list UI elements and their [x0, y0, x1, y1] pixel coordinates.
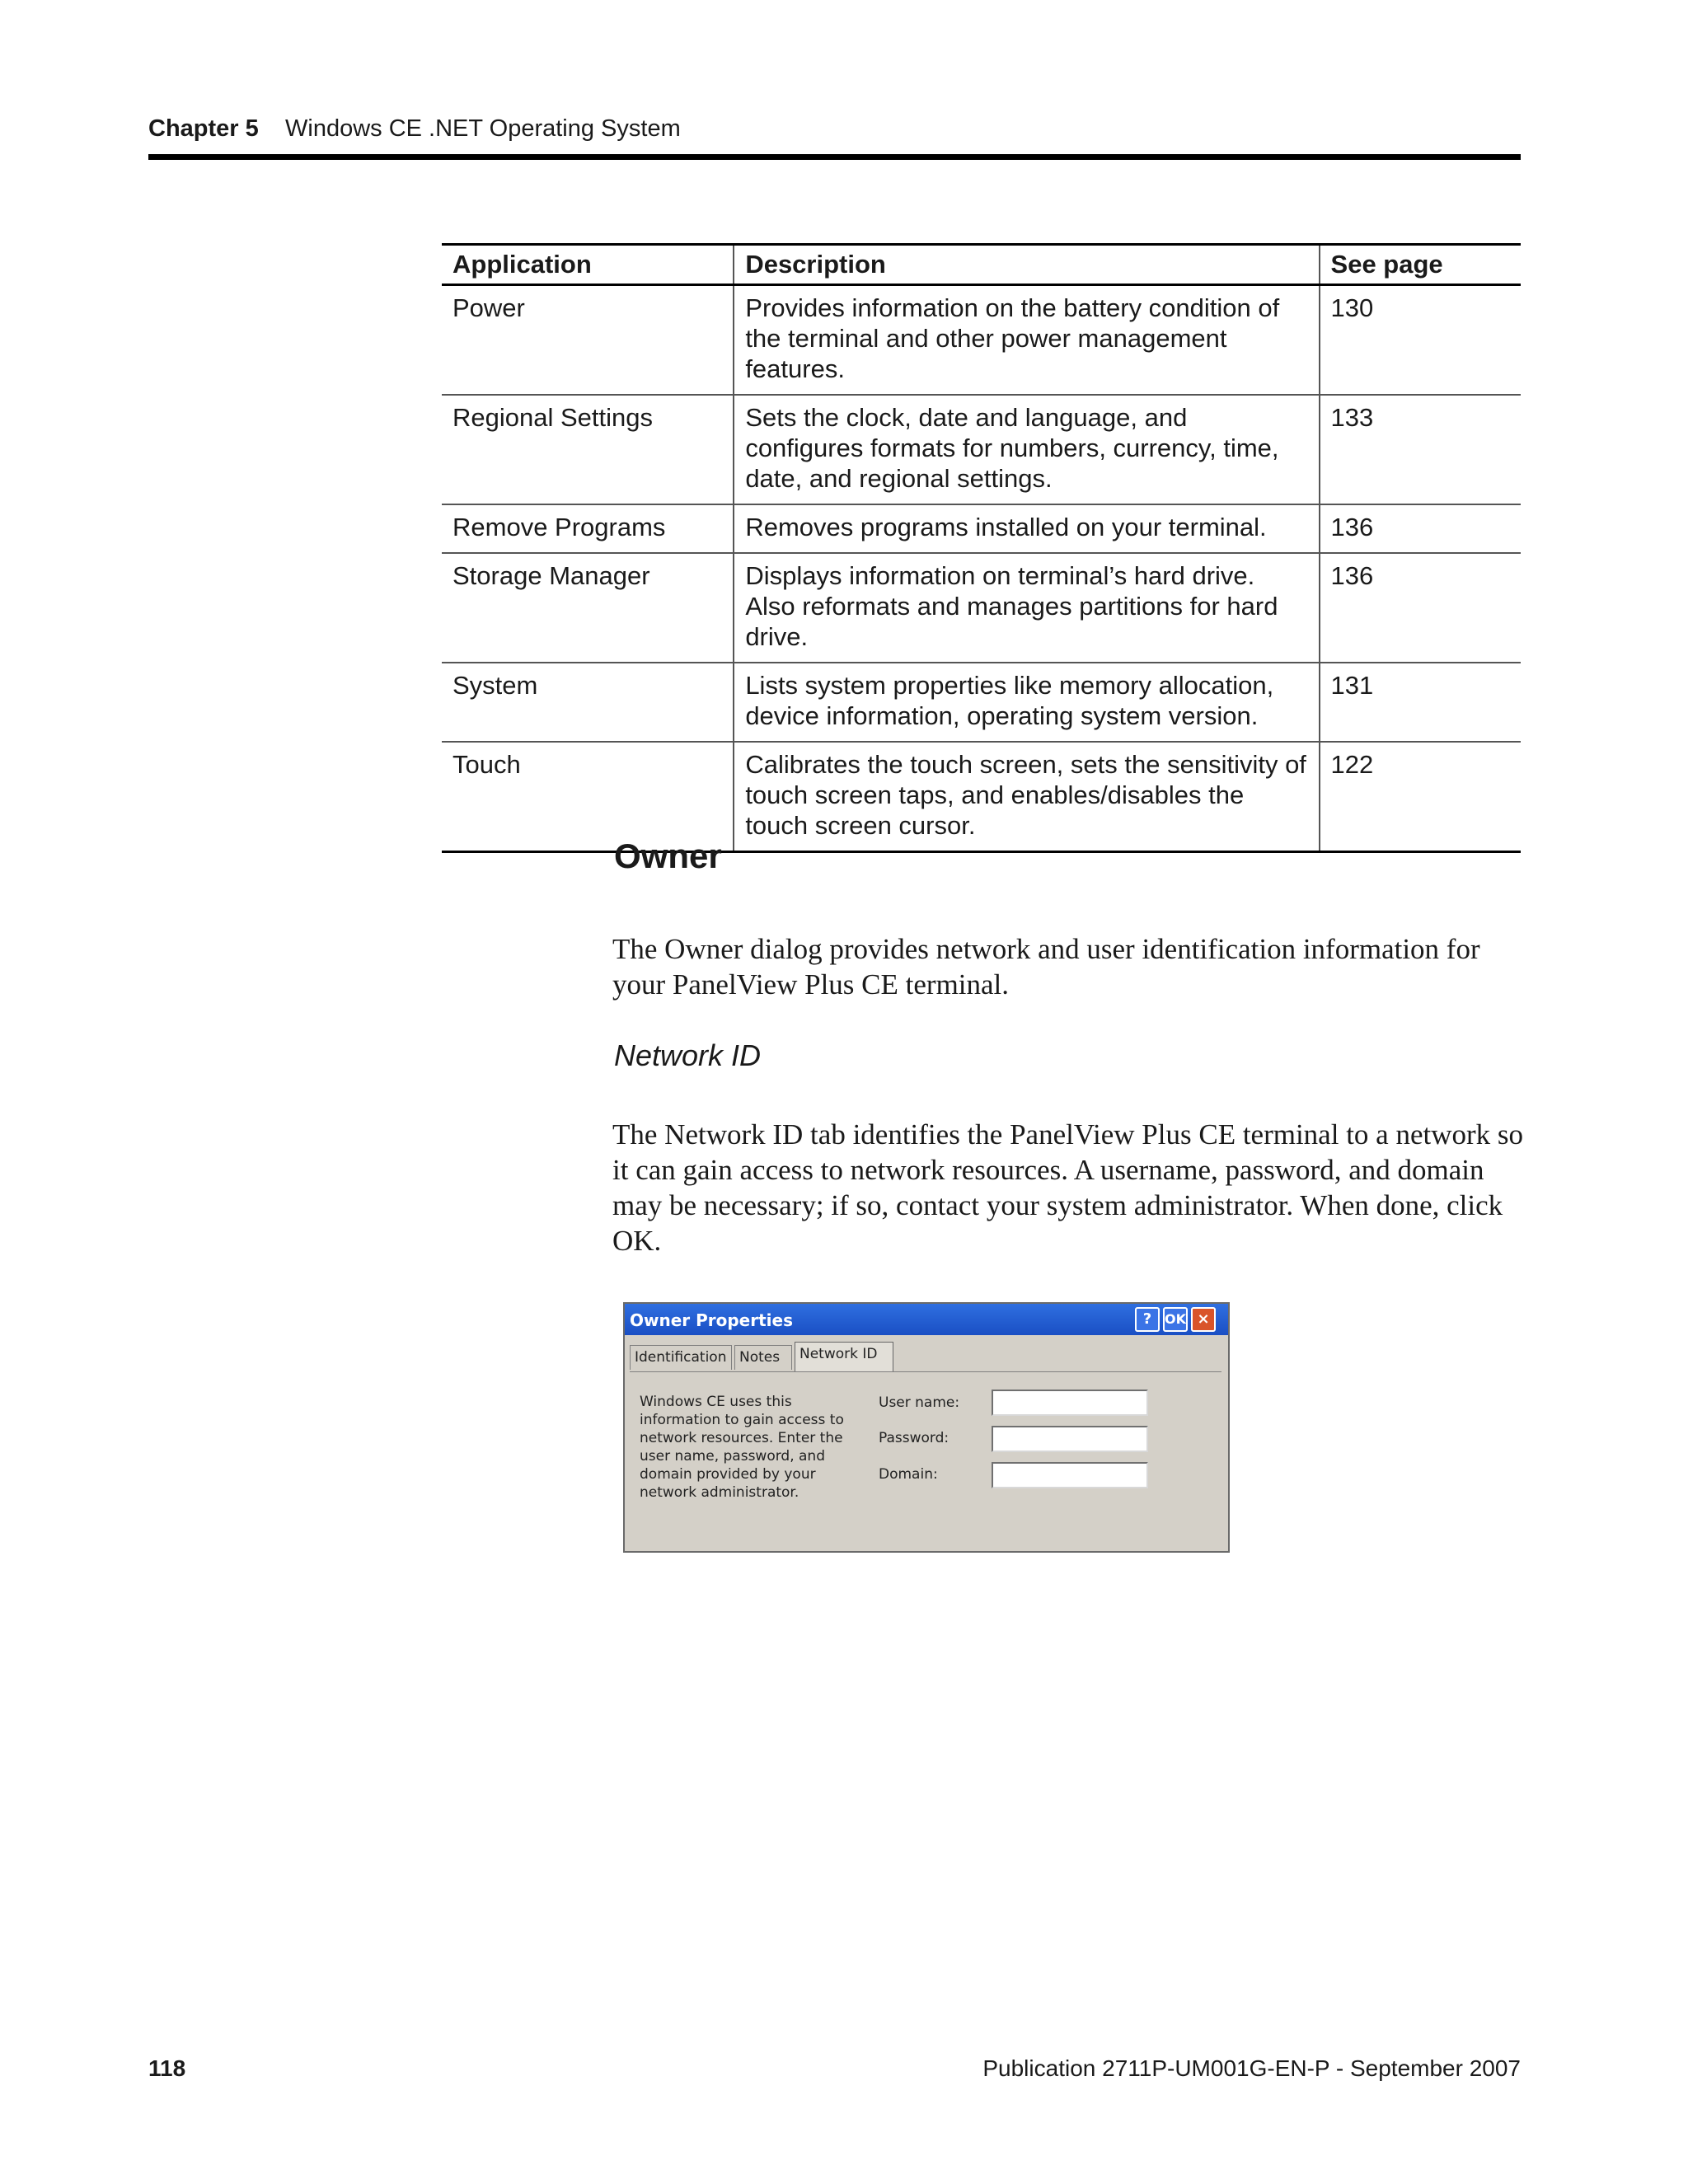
dialog-title: Owner Properties [630, 1310, 793, 1330]
page-cell: 133 [1320, 395, 1521, 504]
table-row [442, 742, 1521, 852]
tab-network-id[interactable]: Network ID [795, 1342, 893, 1371]
body-paragraph: The Network ID tab identifies the PanelView Plus CE terminal to a network so it can gain access to network resources. A username, password, and domain may be necessary; if so, contact your system administrator. When done, click OK. [612, 1118, 1524, 1257]
dialog-titlebar[interactable] [625, 1304, 1228, 1335]
description-cell: Displays information on terminal’s hard drive. Also reformats and manages partitions for hard drive. [734, 553, 1319, 663]
page-cell: 122 [1320, 742, 1521, 852]
page-cell: 131 [1320, 663, 1521, 742]
password-input[interactable] [992, 1426, 1148, 1452]
header-rule [148, 154, 1521, 160]
close-button[interactable]: × [1191, 1307, 1216, 1332]
table-row [442, 285, 1521, 396]
network-id-description: Windows CE uses this information to gain access to network resources. Enter the user name, password, and domain provided by your network administrator. [640, 1394, 844, 1501]
owner-properties-dialog [623, 1302, 1230, 1553]
table-header-row [442, 245, 1521, 285]
application-cell: Remove Programs [442, 504, 734, 553]
application-cell: System [442, 663, 734, 742]
help-button[interactable]: ? [1135, 1307, 1160, 1332]
chapter-label: Chapter 5 [148, 115, 259, 142]
application-cell: Touch [442, 742, 734, 852]
section-heading: Owner [614, 837, 722, 875]
table-row [442, 553, 1521, 663]
tab-notes[interactable]: Notes [734, 1345, 792, 1370]
ok-button[interactable]: OK [1163, 1307, 1188, 1332]
applications-table [442, 243, 1521, 853]
password-label: Password: [879, 1430, 950, 1446]
description-cell: Calibrates the touch screen, sets the sensitivity of touch screen taps, and enables/disables the touch screen cursor. [734, 742, 1319, 852]
page-number: 118 [148, 2055, 186, 2081]
column-header-description: Description [734, 245, 1319, 285]
running-header [148, 115, 681, 143]
chapter-title: Windows CE .NET Operating System [285, 115, 681, 142]
publication-info: Publication 2711P-UM001G-EN-P - September 2007 [982, 2055, 1521, 2081]
column-header-application: Application [442, 245, 734, 285]
description-cell: Provides information on the battery condition of the terminal and other power management features. [734, 285, 1319, 396]
domain-label: Domain: [879, 1466, 938, 1483]
description-cell: Lists system properties like memory allocation, device information, operating system version. [734, 663, 1319, 742]
username-input[interactable] [992, 1390, 1148, 1416]
tab-identification[interactable]: Identification [630, 1345, 732, 1370]
page-cell: 136 [1320, 553, 1521, 663]
table-row [442, 395, 1521, 504]
page-cell: 130 [1320, 285, 1521, 396]
table-row [442, 504, 1521, 553]
intro-paragraph: The Owner dialog provides network and user identification information for your PanelView Plus CE terminal. [612, 933, 1480, 1001]
page-cell: 136 [1320, 504, 1521, 553]
table-row [442, 663, 1521, 742]
application-cell: Storage Manager [442, 553, 734, 663]
description-cell: Removes programs installed on your terminal. [734, 504, 1319, 553]
subsection-heading: Network ID [614, 1038, 762, 1072]
username-label: User name: [879, 1394, 960, 1411]
column-header-see-page: See page [1320, 245, 1521, 285]
application-cell: Regional Settings [442, 395, 734, 504]
domain-input[interactable] [992, 1462, 1148, 1488]
description-cell: Sets the clock, date and language, and configures formats for numbers, currency, time, date, and regional settings. [734, 395, 1319, 504]
application-cell: Power [442, 285, 734, 396]
